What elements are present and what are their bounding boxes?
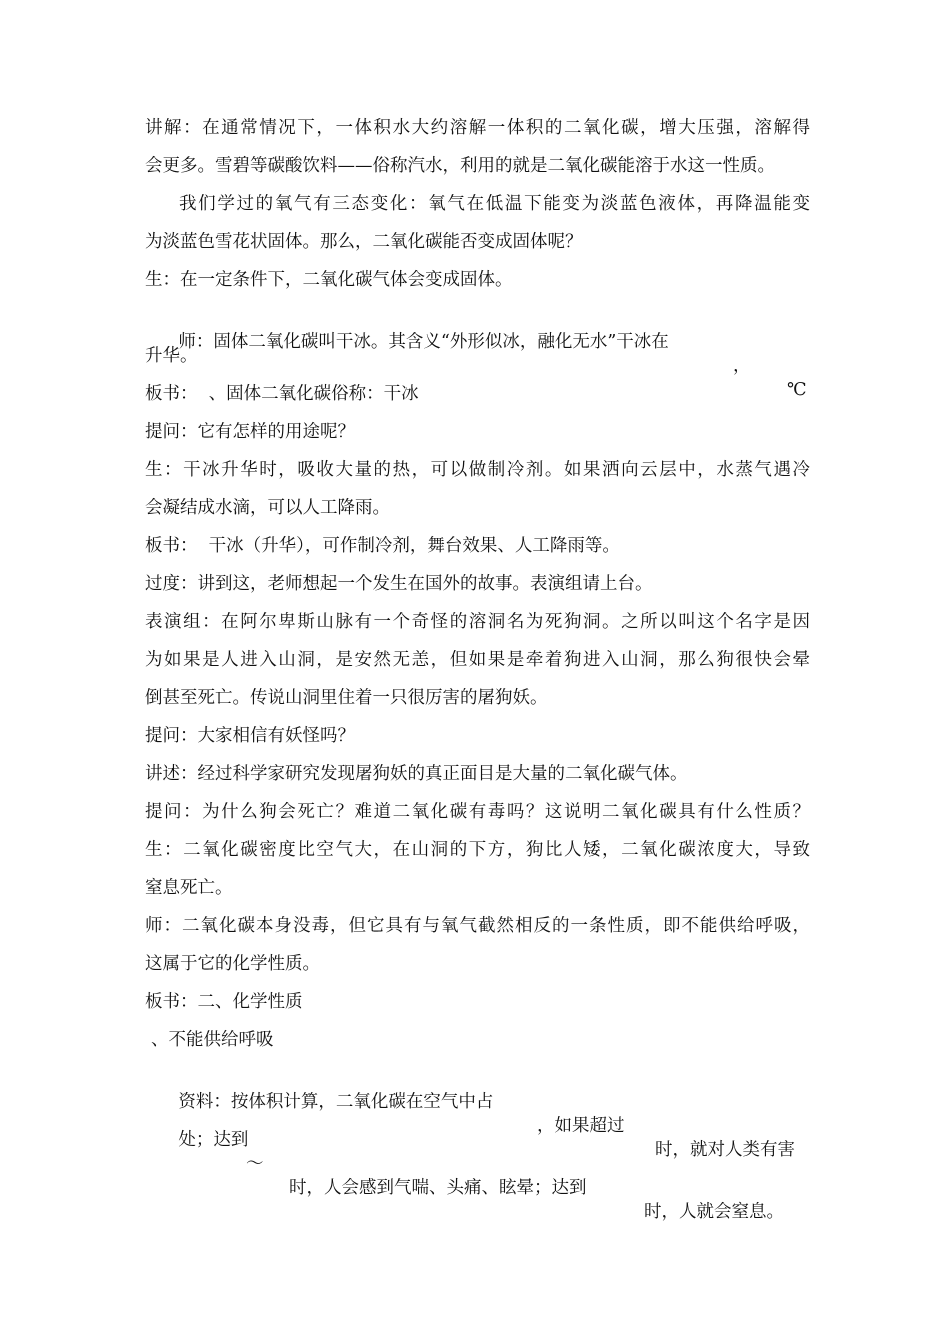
paragraph-line: 生：二氧化碳密度比空气大，在山洞的下方，狗比人矮，二氧化碳浓度大，导致 — [145, 840, 810, 860]
data-segment: ，如果超过 — [537, 1116, 625, 1136]
paragraph-line: 我们学过的氧气有三态变化：氧气在低温下能变为淡蓝色液体，再降温能变 — [179, 194, 810, 214]
data-segment: 资料：按体积计算，二氧化碳在空气中占 — [178, 1092, 494, 1112]
paragraph-line: 板书：二、化学性质 — [145, 992, 303, 1012]
paragraph-line: 窒息死亡。 — [145, 878, 233, 898]
paragraph-line: 师：二氧化碳本身没毒，但它具有与氧气截然相反的一条性质，即不能供给呼吸， — [145, 916, 810, 936]
paragraph-line: 这属于它的化学性质。 — [145, 954, 320, 974]
paragraph-line: 为淡蓝色雪花状固体。那么，二氧化碳能否变成固体呢？ — [145, 232, 583, 252]
data-segment: 时，人会感到气喘、头痛、眩晕；达到 — [289, 1178, 587, 1198]
paragraph-line: 讲述：经过科学家研究发现屠狗妖的真正面目是大量的二氧化碳气体。 — [145, 764, 688, 784]
blank-comma: ， — [733, 356, 751, 376]
paragraph-line: 为如果是人进入山洞，是安然无恙，但如果是牵着狗进入山洞，那么狗很快会晕 — [145, 650, 810, 670]
paragraph-line: 会凝结成水滴，可以人工降雨。 — [145, 498, 390, 518]
data-segment: 时，就对人类有害 — [655, 1140, 795, 1160]
data-segment: 时，人就会窒息。 — [644, 1202, 784, 1222]
paragraph-line: 板书： 、固体二氧化碳俗称：干冰 — [145, 384, 419, 404]
data-segment: ～ — [246, 1154, 264, 1174]
document-body — [145, 116, 810, 1222]
paragraph-line: 讲解：在通常情况下，一体积水大约溶解一体积的二氧化碳，增大压强，溶解得 — [145, 118, 810, 138]
paragraph-line: 提问：它有怎样的用途呢？ — [145, 422, 355, 442]
paragraph-line: 提问：大家相信有妖怪吗？ — [145, 726, 355, 746]
blank-celsius: ℃ — [787, 380, 807, 400]
paragraph-line: 、不能供给呼吸 — [151, 1030, 274, 1050]
teacher-line-text: 师：固体二氧化碳叫干冰。其含义“外形似冰，融化无水”干冰在 — [178, 332, 669, 352]
paragraph-line: 倒甚至死亡。传说山洞里住着一只很厉害的屠狗妖。 — [145, 688, 548, 708]
paragraph-line: 生：在一定条件下，二氧化碳气体会变成固体。 — [145, 270, 513, 290]
paragraph-line: 表演组：在阿尔卑斯山脉有一个奇怪的溶洞名为死狗洞。之所以叫这个名字是因 — [145, 612, 810, 632]
paragraph-line: 板书： 干冰（升华），可作制冷剂，舞台效果、人工降雨等。 — [145, 536, 620, 556]
paragraph-line: 生：干冰升华时，吸收大量的热，可以做制冷剂。如果洒向云层中，水蒸气遇冷 — [145, 460, 810, 480]
paragraph-line: 会更多。雪碧等碳酸饮料——俗称汽水，利用的就是二氧化碳能溶于水这一性质。 — [145, 156, 775, 176]
data-segment: 处；达到 — [178, 1130, 249, 1150]
paragraph-line: 提问：为什么狗会死亡？难道二氧化碳有毒吗？这说明二氧化碳具有什么性质？ — [145, 802, 810, 822]
paragraph-line: 过度：讲到这，老师想起一个发生在国外的故事。表演组请上台。 — [145, 574, 653, 594]
paragraph-line: 升华。 — [145, 346, 198, 366]
